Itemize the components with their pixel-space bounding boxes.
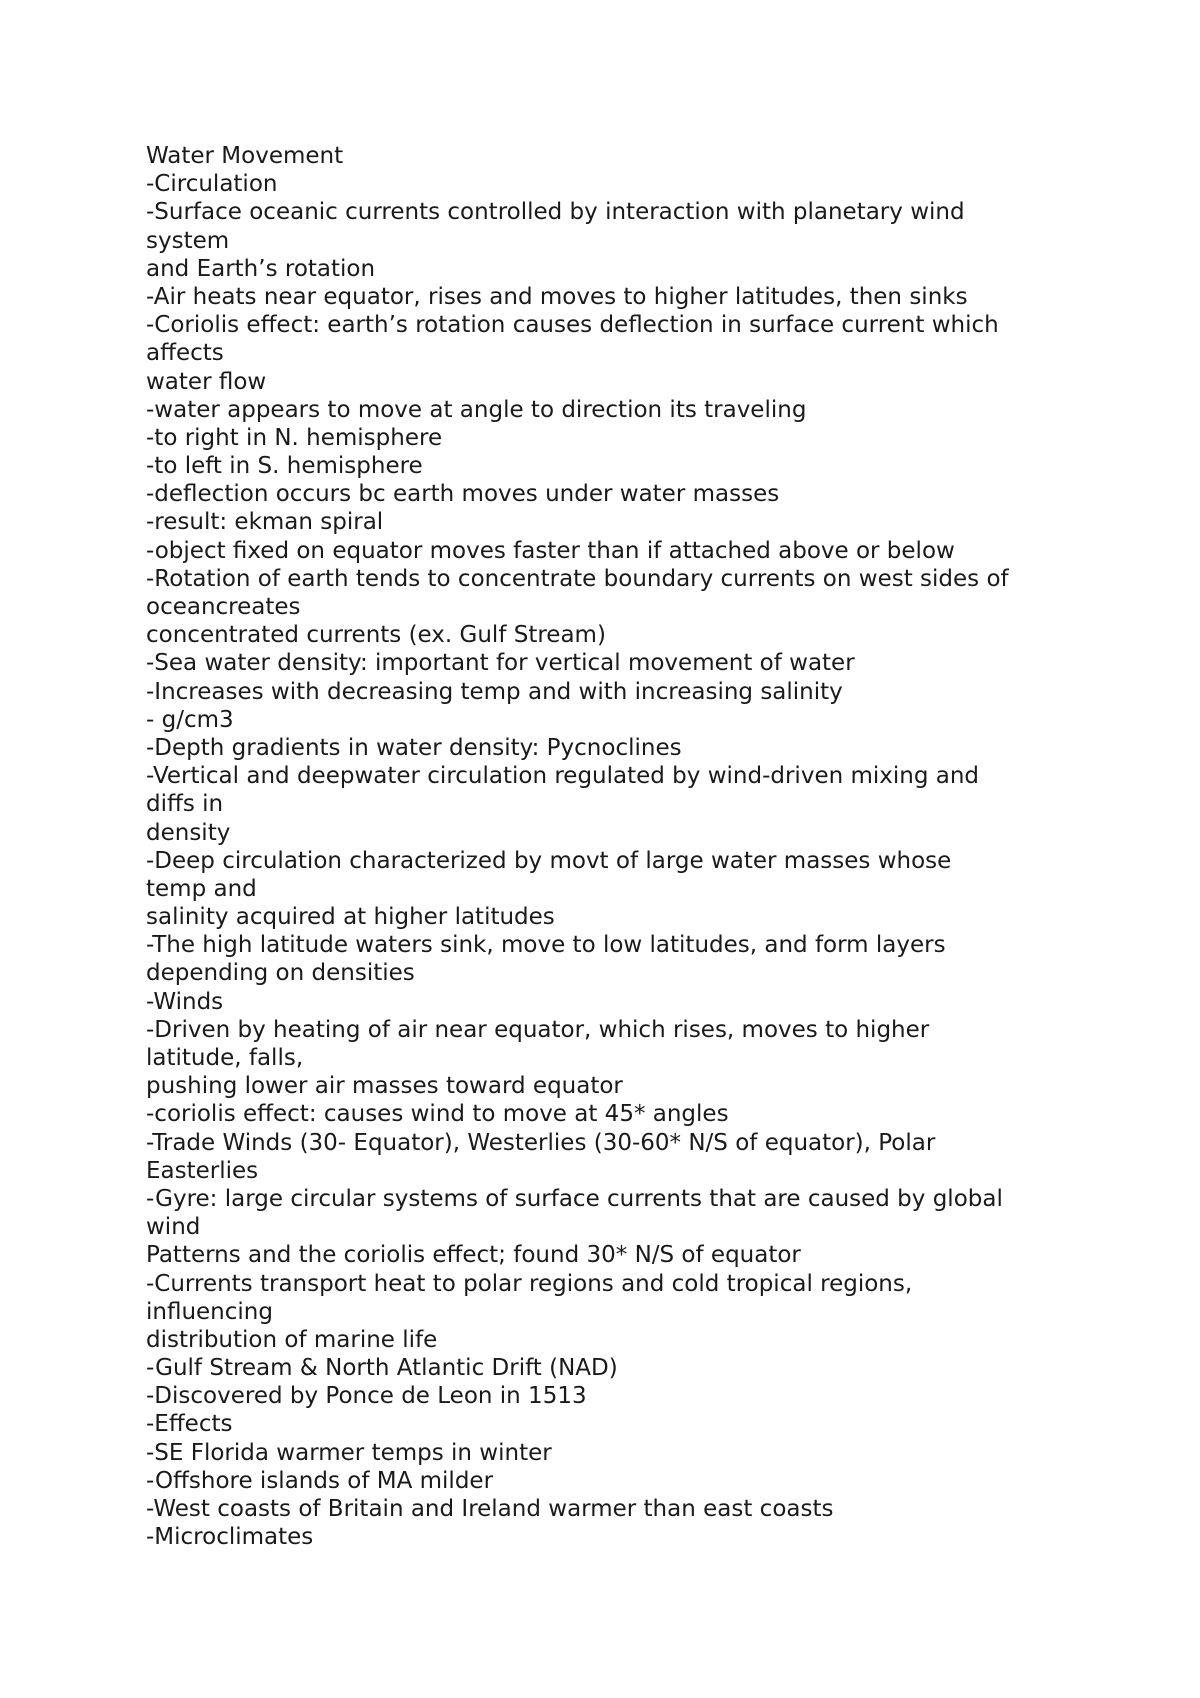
doc-line: -to right in N. hemisphere — [146, 424, 443, 451]
doc-line: pushing lower air masses toward equator — [146, 1073, 623, 1100]
doc-line: concentrated currents (ex. Gulf Stream) — [146, 622, 606, 649]
doc-line: -Discovered by Ponce de Leon in 1513 — [146, 1383, 587, 1410]
doc-title: Water Movement — [146, 143, 344, 169]
doc-line: -Air heats near equator, rises and moves to higher latitudes, then sinks — [146, 283, 968, 310]
doc-line: -Gulf Stream & North Atlantic Drift (NAD) — [146, 1355, 618, 1382]
doc-line: -Sea water density: important for vertical movement of water — [146, 650, 855, 677]
doc-line: -Microclimates — [146, 1524, 314, 1551]
doc-line: temp and — [146, 875, 257, 902]
doc-line: -Offshore islands of MA milder — [146, 1467, 494, 1494]
doc-line: distribution of marine life — [146, 1326, 438, 1353]
doc-line: -result: ekman spiral — [146, 509, 384, 536]
doc-line: - g/cm3 — [146, 706, 234, 733]
document-body — [146, 142, 1146, 1551]
doc-line: -Gyre: large circular systems of surface currents that are caused by global — [146, 1185, 1003, 1212]
doc-line: -Coriolis effect: earth’s rotation causes deflection in surface current which — [146, 312, 999, 339]
doc-line: -Increases with decreasing temp and with increasing salinity — [146, 678, 843, 705]
doc-line: -Effects — [146, 1411, 233, 1438]
doc-line: -SE Florida warmer temps in winter — [146, 1439, 552, 1466]
doc-line: depending on densities — [146, 960, 415, 987]
doc-line: influencing — [146, 1298, 273, 1325]
doc-line: -Trade Winds (30- Equator), Westerlies (30-60* N/S of equator), Polar — [146, 1129, 936, 1156]
doc-line: -Deep circulation characterized by movt of large water masses whose — [146, 847, 952, 874]
doc-line: Patterns and the coriolis effect; found 30* N/S of equator — [146, 1242, 801, 1269]
doc-line: Easterlies — [146, 1157, 259, 1184]
doc-line: -deflection occurs bc earth moves under water masses — [146, 481, 780, 508]
doc-line: diffs in — [146, 791, 224, 818]
doc-line: -Rotation of earth tends to concentrate boundary currents on west sides of — [146, 565, 1009, 592]
doc-line: -Circulation — [146, 171, 278, 198]
doc-line: latitude, falls, — [146, 1045, 304, 1071]
doc-line: -Depth gradients in water density: Pycnoclines — [146, 734, 682, 761]
doc-line: affects — [146, 340, 224, 367]
doc-line: -Vertical and deepwater circulation regulated by wind-driven mixing and — [146, 763, 980, 790]
doc-line: wind — [146, 1214, 201, 1241]
doc-line: -Driven by heating of air near equator, which rises, moves to higher — [146, 1016, 930, 1043]
doc-line: oceancreates — [146, 594, 301, 620]
doc-line: water flow — [146, 368, 267, 395]
doc-line: density — [146, 819, 231, 846]
doc-line: -The high latitude waters sink, move to low latitudes, and form layers — [146, 932, 946, 959]
doc-line: -object fixed on equator moves faster than if attached above or below — [146, 537, 955, 564]
doc-line: -Winds — [146, 988, 224, 1015]
doc-line: and Earth’s rotation — [146, 255, 376, 282]
doc-line: -coriolis effect: causes wind to move at 45* angles — [146, 1101, 729, 1128]
doc-line: system — [146, 227, 230, 254]
doc-line: -Surface oceanic currents controlled by interaction with planetary wind — [146, 199, 965, 226]
doc-line: salinity acquired at higher latitudes — [146, 904, 555, 931]
doc-line: -Currents transport heat to polar regions and cold tropical regions, — [146, 1270, 913, 1297]
doc-line: -West coasts of Britain and Ireland warmer than east coasts — [146, 1496, 834, 1522]
doc-line: -water appears to move at angle to direction its traveling — [146, 396, 807, 423]
doc-line: -to left in S. hemisphere — [146, 453, 423, 480]
